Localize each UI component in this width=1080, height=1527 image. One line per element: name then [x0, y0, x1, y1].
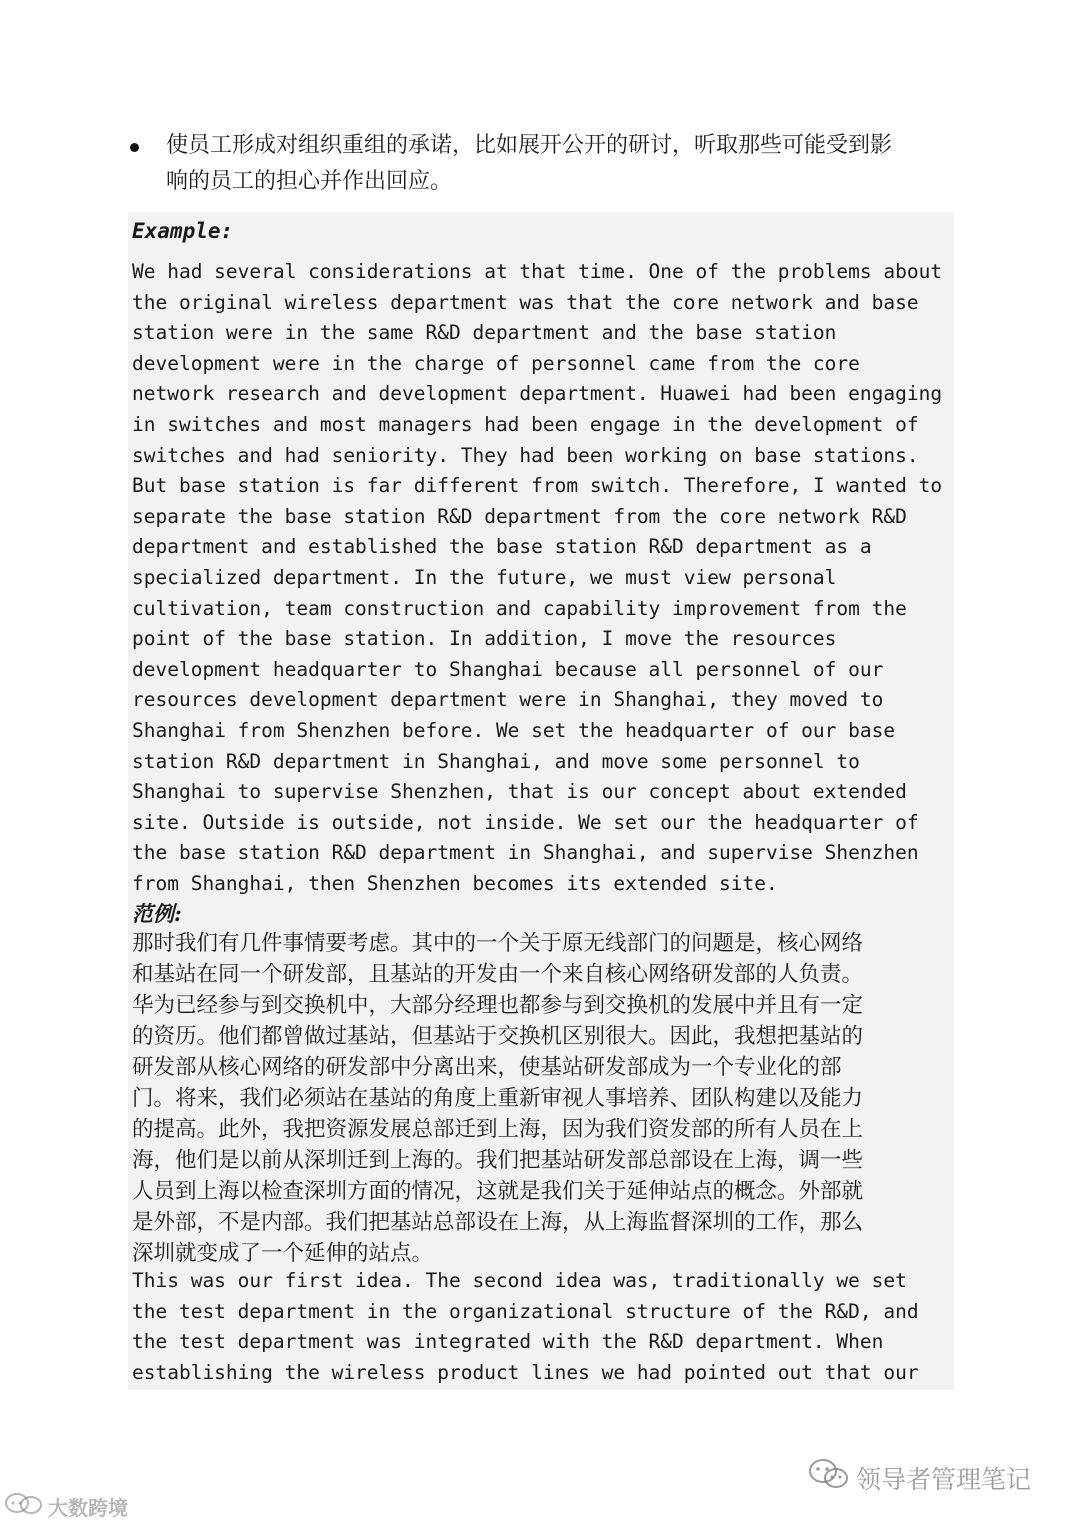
text-line: from Shanghai, then Shenzhen becomes its extended site. — [132, 871, 778, 895]
text-line: cultivation, team construction and capability improvement from the — [132, 596, 907, 620]
text-line: the test department was integrated with the R&D department. When — [132, 1330, 884, 1354]
text-line: 海，他们是以前从深圳迁到上海的。我们把基站研发部总部设在上海，调一些 — [132, 1148, 864, 1173]
text-line: establishing the wireless product lines we had pointed out that our — [132, 1360, 919, 1384]
text-line: 深圳就变成了一个延伸的站点。 — [132, 1241, 434, 1266]
text-line: development were in the charge of personnel came from the core — [132, 351, 860, 375]
text-line: Shanghai from Shenzhen before. We set the headquarter of our base — [132, 718, 896, 742]
text-line: resources development department were in Shanghai, they moved to — [132, 688, 884, 712]
watermark-right — [808, 1458, 1031, 1498]
text-line: We had several considerations at that time. One of the problems about — [132, 260, 943, 283]
english-paragraph-2 — [132, 1266, 919, 1388]
watermark-right-text: 领导者管理笔记 — [856, 1465, 1032, 1494]
text-line: 人员到上海以检查深圳方面的情况，这就是我们关于延伸站点的概念。外部就 — [132, 1179, 864, 1204]
text-line: the base station R&D department in Shanghai, and supervise Shenzhen — [132, 841, 919, 865]
chinese-paragraph — [132, 928, 863, 1269]
watermark-left — [4, 1492, 128, 1521]
text-line: separate the base station R&D department from the core network R&D — [132, 504, 907, 528]
wechat-icon — [808, 1458, 850, 1498]
bullet-text — [166, 128, 960, 200]
bullet-item — [130, 128, 960, 200]
text-line: 的资历。他们都曾做过基站，但基站于交换机区别很大。因此，我想把基站的 — [132, 1024, 864, 1049]
text-line: But base station is far different from switch. Therefore, I wanted to — [132, 474, 943, 498]
text-line: site. Outside is outside, not inside. We set our the headquarter of — [132, 810, 919, 834]
text-line: 和基站在同一个研发部，且基站的开发由一个来自核心网络研发部的人负责。 — [132, 962, 864, 987]
text-line: network research and development department. Huawei had been engaging — [132, 382, 943, 406]
bullet-dot — [130, 143, 139, 152]
text-line: the test department in the organizational structure of the R&D, and — [132, 1299, 919, 1323]
text-line: department and established the base station R&D department as a — [132, 535, 872, 559]
chinese-example-heading: 范例: — [132, 901, 182, 926]
text-line: specialized department. In the future, we must view personal — [132, 565, 837, 589]
text-line: 研发部从核心网络的研发部中分离出来，使基站研发部成为一个专业化的部 — [132, 1055, 842, 1080]
text-line: 响的员工的担心并作出回应。 — [166, 169, 453, 194]
text-line: switches and had seniority. They had been working on base stations. — [132, 443, 919, 467]
text-line: 门。将来，我们必须站在基站的角度上重新审视人事培养、团队构建以及能力 — [132, 1086, 864, 1111]
chat-bubble-icon — [4, 1492, 44, 1521]
text-line: development headquarter to Shanghai because all personnel of our — [132, 657, 884, 681]
text-line: station were in the same R&D department and the base station — [132, 321, 837, 345]
watermark-left-text: 大数跨境 — [48, 1496, 128, 1520]
text-line: 的提高。此外，我把资源发展总部迁到上海，因为我们资发部的所有人员在上 — [132, 1117, 864, 1142]
text-line: in switches and most managers had been engage in the development of — [132, 412, 919, 436]
text-line: Shanghai to supervise Shenzhen, that is our concept about extended — [132, 780, 907, 804]
text-line: 那时我们有几件事情要考虑。其中的一个关于原无线部门的问题是，核心网络 — [132, 931, 864, 956]
text-line: This was our first idea. The second idea was, traditionally we set — [132, 1269, 907, 1292]
text-line: station R&D department in Shanghai, and move some personnel to — [132, 749, 860, 773]
text-line: point of the base station. In addition, I move the resources — [132, 627, 837, 651]
example-heading: Example: — [132, 219, 234, 243]
text-line: the original wireless department was that the core network and base — [132, 290, 919, 314]
english-paragraph-1 — [132, 257, 942, 899]
text-line: 使员工形成对组织重组的承诺，比如展开公开的研讨，听取那些可能受到影 — [166, 133, 893, 158]
text-line: 华为已经参与到交换机中，大部分经理也都参与到交换机的发展中并且有一定 — [132, 993, 864, 1018]
text-line: 是外部，不是内部。我们把基站总部设在上海，从上海监督深圳的工作，那么 — [132, 1210, 864, 1235]
